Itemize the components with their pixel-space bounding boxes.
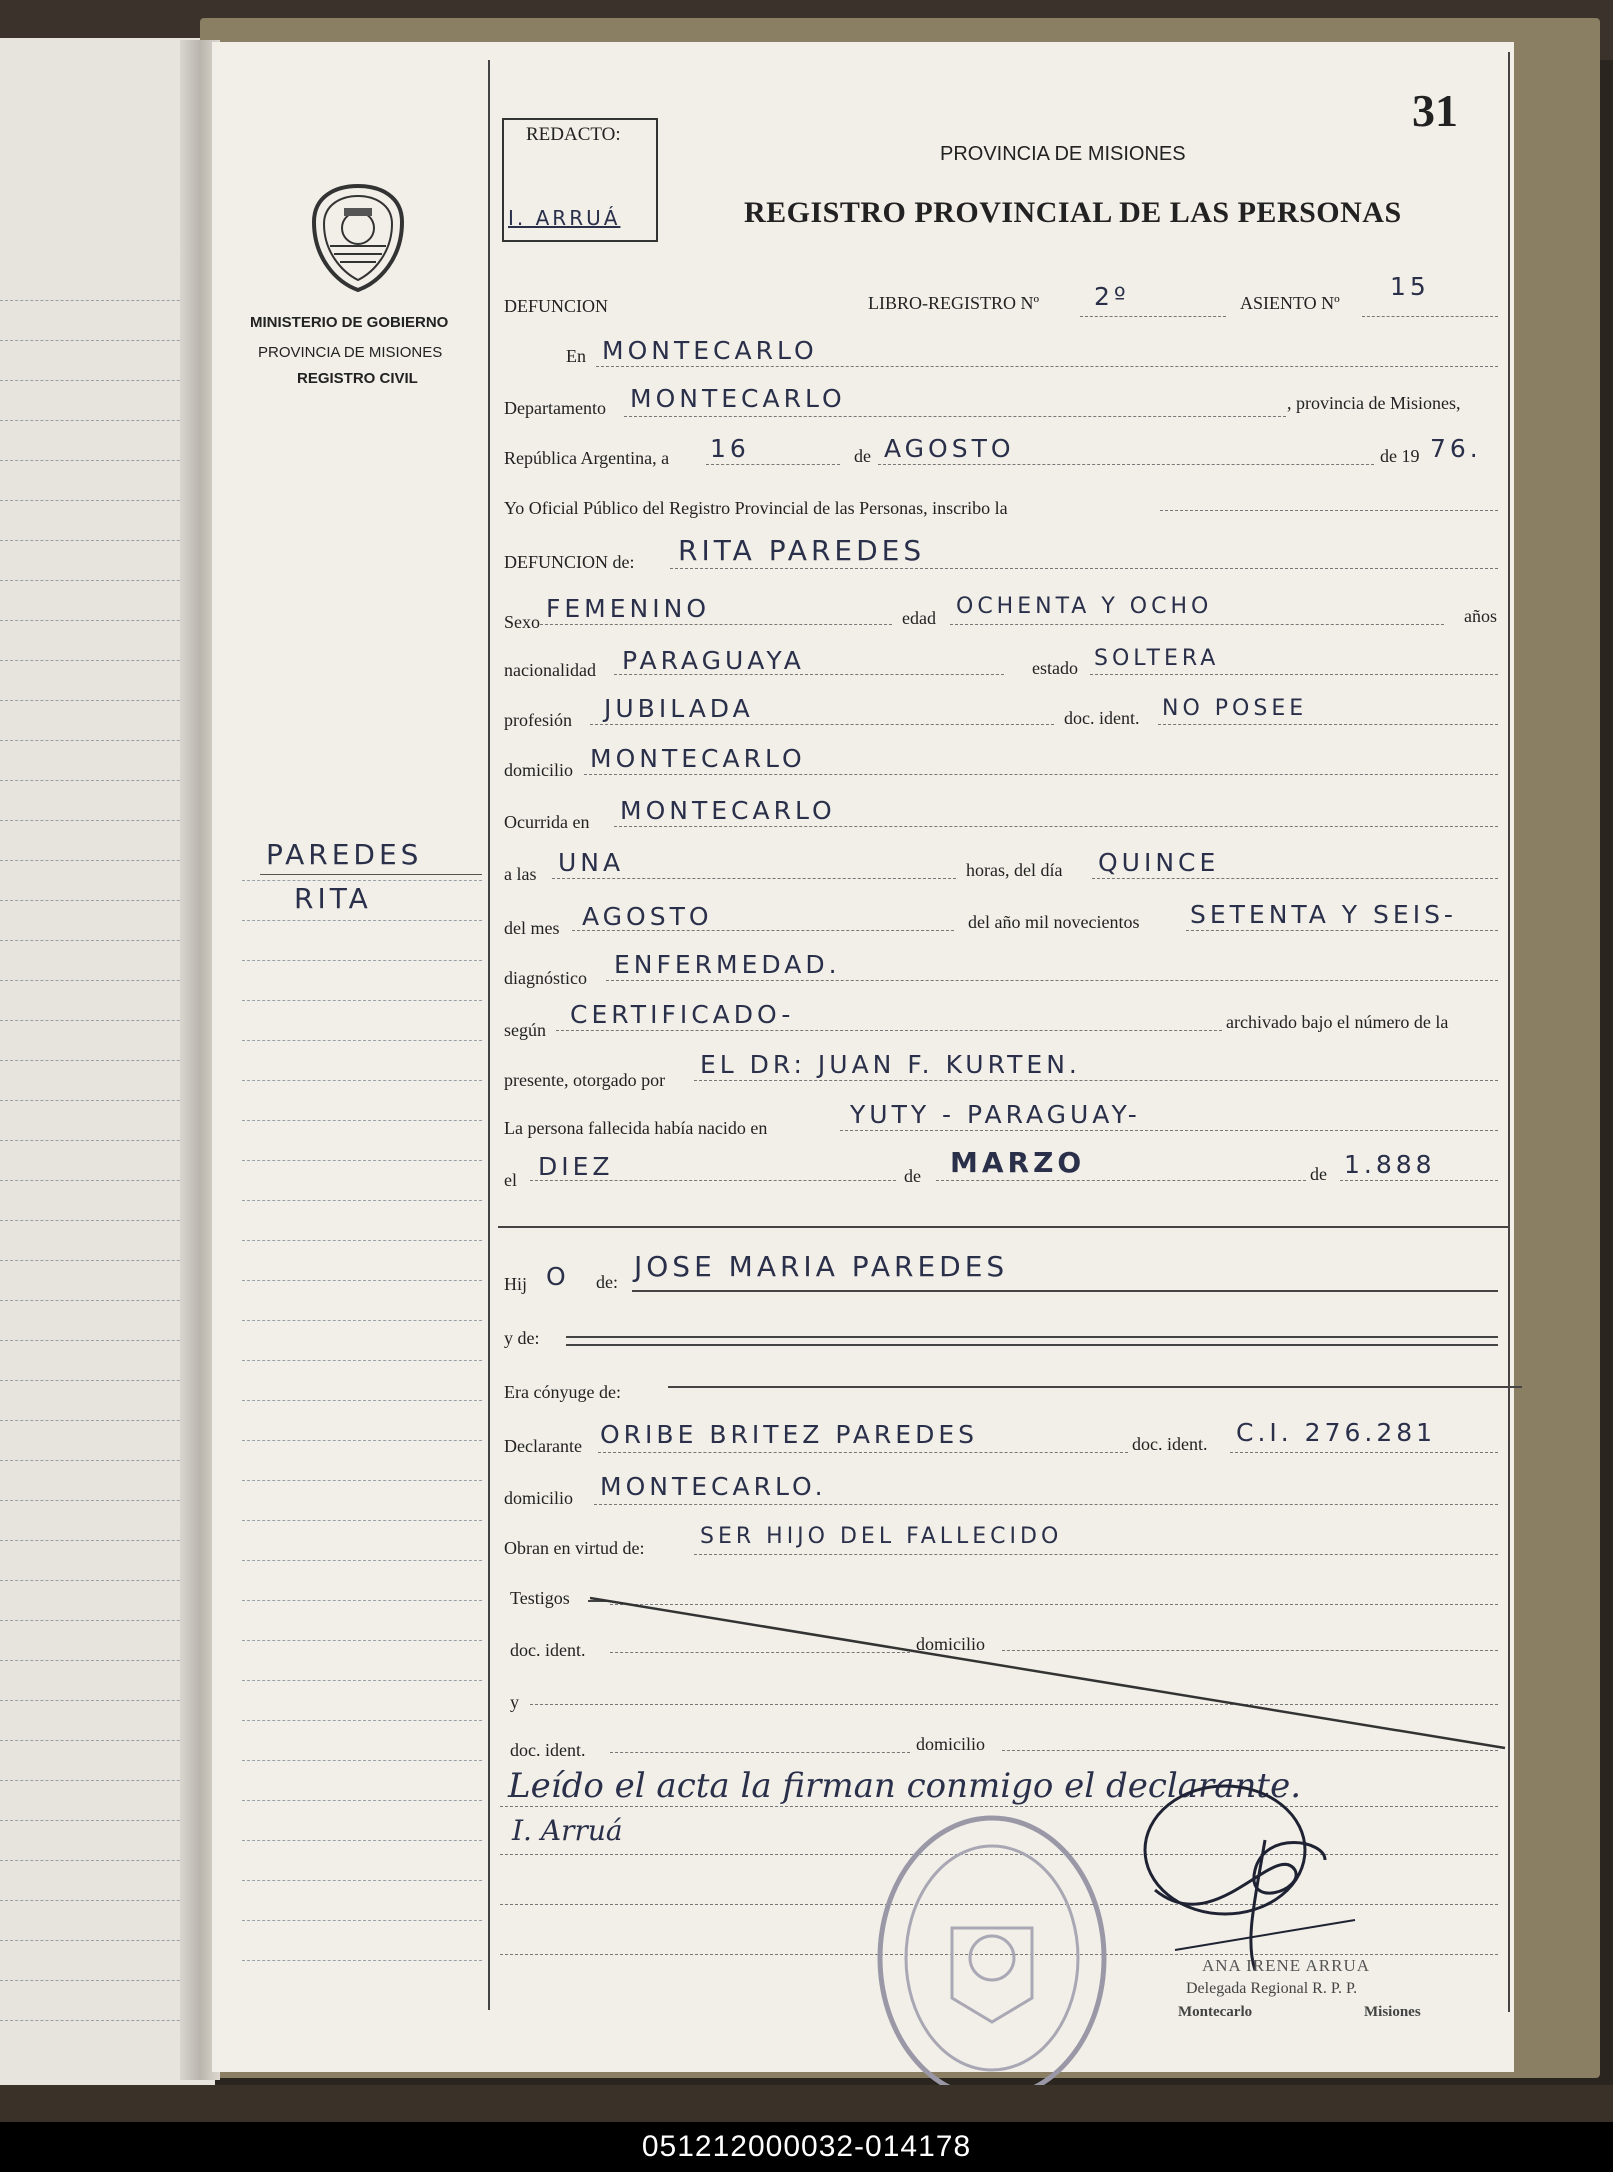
libro-label: LIBRO-REGISTRO Nº — [868, 293, 1040, 313]
obran-label: Obran en virtud de: — [504, 1538, 645, 1558]
declarante-doc-value: C.I. 276.281 — [1236, 1418, 1437, 1447]
ministry-label: MINISTERIO DE GOBIERNO — [250, 314, 449, 331]
book-edge-bottom — [0, 2085, 1613, 2125]
segun-value: CERTIFICADO- — [570, 1000, 795, 1029]
asiento-value: 15 — [1390, 272, 1430, 301]
presente-label: presente, otorgado por — [504, 1070, 666, 1090]
section-divider — [498, 1226, 1508, 1228]
sexo-line — [540, 624, 892, 625]
signatory-province: Misiones — [1364, 2004, 1421, 2020]
departamento-value: MONTECARLO — [630, 384, 846, 413]
dia-value: QUINCE — [1098, 848, 1220, 877]
closing-initials: I. Arruá — [512, 1814, 623, 1847]
del-ano-label: del año mil novecientos — [968, 912, 1140, 932]
departamento-label: Departamento — [504, 398, 606, 418]
domicilio-value: MONTECARLO — [590, 744, 806, 773]
scan-id: 051212000032-014178 — [641, 2130, 972, 2163]
declarante-line — [598, 1452, 1128, 1453]
left-column-border — [488, 60, 490, 2010]
ano-value: SETENTA Y SEIS- — [1190, 900, 1457, 929]
hij-value: O — [546, 1262, 570, 1291]
official-stamp-icon — [872, 1808, 1112, 2108]
dia-line — [1092, 878, 1498, 879]
signatory-name: ANA IRENE ARRUA — [1202, 1956, 1371, 1975]
presente-line — [694, 1080, 1498, 1081]
conyuge-label: Era cónyuge de: — [504, 1382, 621, 1402]
asiento-label: ASIENTO Nº — [1240, 293, 1340, 313]
nacido-line — [840, 1130, 1498, 1131]
mother-line-1 — [566, 1336, 1498, 1338]
doc-value: NO POSEE — [1162, 696, 1308, 721]
estado-label: estado — [1032, 658, 1078, 678]
oficial-line — [1160, 510, 1498, 511]
oficial-text: Yo Oficial Público del Registro Provincial de las Personas, inscribo la — [504, 498, 1008, 518]
de-label: de — [854, 446, 871, 466]
signature-icon — [1095, 1780, 1395, 1980]
profesion-label: profesión — [504, 710, 572, 730]
archivado-label: archivado bajo el número de la — [1226, 1012, 1449, 1032]
declarante-domicilio-line — [594, 1504, 1498, 1505]
nac-mes-line — [936, 1180, 1306, 1181]
segun-label: según — [504, 1020, 546, 1040]
year-value: 76. — [1430, 434, 1482, 463]
en-label: En — [566, 346, 586, 366]
redacto-name: I. ARRUÁ — [508, 206, 621, 230]
nacido-value: YUTY - PARAGUAY- — [850, 1100, 1141, 1129]
testigos-label: Testigos — [510, 1588, 570, 1608]
ano-line — [1186, 930, 1498, 931]
hij-label: Hij — [504, 1274, 528, 1294]
doc-ident-2: doc. ident. — [510, 1740, 586, 1760]
edad-line — [950, 624, 1444, 625]
nacionalidad-value: PARAGUAYA — [622, 646, 805, 675]
day-line-2 — [706, 464, 840, 465]
de3-label: de — [1310, 1164, 1327, 1184]
provincia-suffix: , provincia de Misiones, — [1287, 393, 1461, 413]
doc-ident-1: doc. ident. — [510, 1640, 586, 1660]
province-label: PROVINCIA DE MISIONES — [258, 344, 443, 361]
doc-line — [1158, 724, 1498, 725]
anos-label: años — [1464, 606, 1497, 626]
sexo-value: FEMENINO — [546, 594, 710, 623]
segun-line — [556, 1030, 1222, 1031]
edad-label: edad — [902, 608, 936, 628]
day-value: 16 — [710, 434, 750, 463]
y-de-label: y de: — [504, 1328, 540, 1348]
republica-label: República Argentina, a — [504, 448, 670, 468]
domicilio-line — [584, 774, 1498, 775]
declarante-value: ORIBE BRITEZ PAREDES — [600, 1420, 979, 1449]
ocurrida-label: Ocurrida en — [504, 812, 590, 832]
margin-underline — [260, 874, 482, 875]
ocurrida-line — [614, 826, 1498, 827]
header-province: PROVINCIA DE MISIONES — [940, 143, 1186, 165]
father-value: JOSE MARIA PAREDES — [634, 1250, 1009, 1283]
libro-line — [1080, 316, 1226, 317]
header-title: REGISTRO PROVINCIAL DE LAS PERSONAS — [744, 196, 1402, 229]
margin-name: RITA — [294, 882, 372, 915]
closing-handwritten-line: Leído el acta la firman conmigo el declarante. — [508, 1766, 1302, 1806]
declarante-doc-label: doc. ident. — [1132, 1434, 1208, 1454]
libro-value: 2º — [1094, 282, 1130, 311]
province-coat-of-arms-icon — [310, 182, 406, 294]
nacido-label: La persona fallecida había nacido en — [504, 1118, 768, 1138]
registry-label: REGISTRO CIVIL — [297, 370, 418, 387]
declarante-label: Declarante — [504, 1436, 582, 1456]
sexo-label: Sexo — [504, 612, 540, 632]
declarante-doc-line — [1230, 1452, 1498, 1453]
estado-line — [1090, 674, 1498, 675]
doc-label: doc. ident. — [1064, 708, 1140, 728]
conyuge-line — [668, 1386, 1522, 1388]
signatory-city: Montecarlo — [1178, 2004, 1253, 2020]
a-las-label: a las — [504, 864, 537, 884]
month-line — [878, 464, 1374, 465]
defuncion-de-value: RITA PAREDES — [678, 534, 926, 567]
y-label: y — [510, 1692, 519, 1712]
strike-line — [590, 1596, 1510, 1756]
diagnostico-line — [606, 980, 1498, 981]
estado-value: SOLTERA — [1094, 646, 1220, 671]
diagnostico-label: diagnóstico — [504, 968, 587, 988]
horas-label: horas, del día — [966, 860, 1063, 880]
a-las-line — [552, 878, 956, 879]
domicilio-label: domicilio — [504, 760, 573, 780]
signatory-role: Delegada Regional R. P. P. — [1186, 1980, 1358, 1997]
nac-mes-value: MARZO — [950, 1146, 1086, 1179]
a-las-value: UNA — [558, 848, 625, 877]
domicilio-1: domicilio — [916, 1634, 985, 1654]
defuncion-de-line — [670, 568, 1498, 569]
profesion-value: JUBILADA — [604, 694, 754, 723]
de2-label: de — [904, 1166, 921, 1186]
defuncion-de-label: DEFUNCION de: — [504, 552, 635, 572]
month-value: AGOSTO — [884, 434, 1015, 463]
domicilio-2: domicilio — [916, 1734, 985, 1754]
obran-value: SER HIJO DEL FALLECIDO — [700, 1524, 1063, 1549]
presente-value: EL DR: JUAN F. KURTEN. — [700, 1050, 1081, 1079]
edad-value: OCHENTA Y OCHO — [956, 594, 1213, 619]
el-label: el — [504, 1170, 517, 1190]
asiento-line — [1362, 316, 1498, 317]
declarante-domicilio-label: domicilio — [504, 1488, 573, 1508]
diagnostico-value: ENFERMEDAD. — [614, 950, 841, 979]
father-line — [632, 1290, 1498, 1292]
father-de-label: de: — [596, 1272, 618, 1292]
declarante-domicilio-value: MONTECARLO. — [600, 1472, 827, 1501]
mes-value: AGOSTO — [582, 902, 713, 931]
page-number: 31 — [1412, 85, 1458, 136]
nacionalidad-label: nacionalidad — [504, 660, 596, 680]
en-value: MONTECARLO — [602, 336, 818, 365]
scan-id-bar — [0, 2122, 1613, 2172]
year-label: de 19 — [1380, 446, 1420, 466]
mother-line-2 — [566, 1344, 1498, 1346]
del-mes-label: del mes — [504, 918, 560, 938]
margin-surname: PAREDES — [266, 838, 423, 871]
en-line — [596, 366, 1498, 367]
obran-line — [694, 1554, 1498, 1555]
record-type: DEFUNCION — [504, 296, 609, 316]
redacto-label: REDACTO: — [526, 124, 621, 145]
nac-ano-value: 1.888 — [1344, 1150, 1436, 1179]
departamento-line — [624, 416, 1286, 417]
nac-ano-line — [1340, 1180, 1498, 1181]
profesion-line — [590, 724, 1054, 725]
el-value: DIEZ — [538, 1152, 614, 1181]
ocurrida-value: MONTECARLO — [620, 796, 836, 825]
